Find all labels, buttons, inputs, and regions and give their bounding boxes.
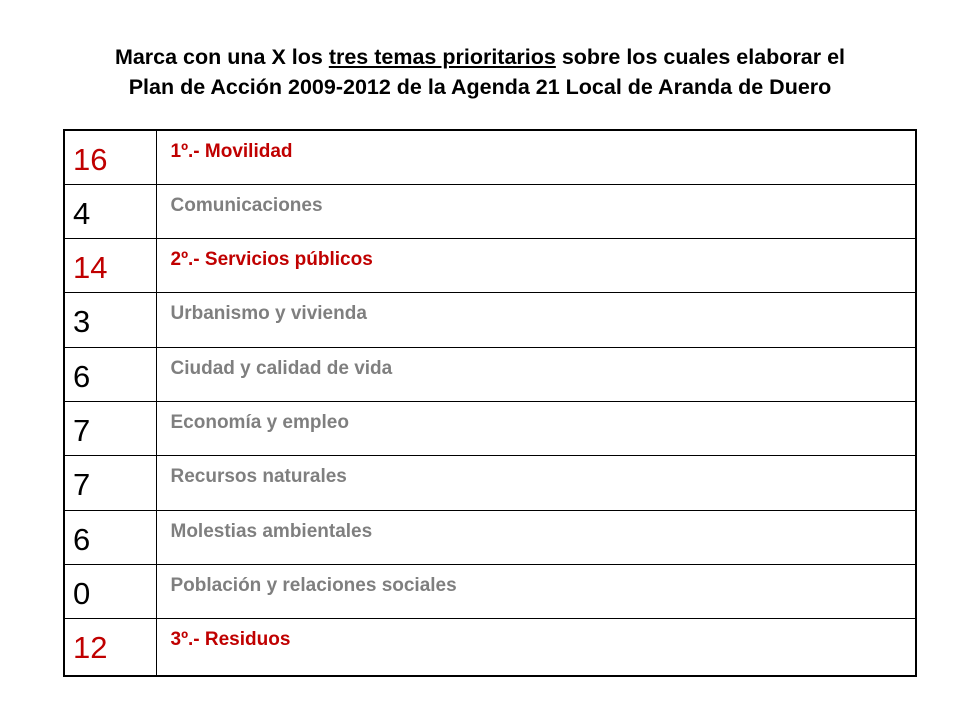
table-row (64, 510, 916, 564)
title-underlined: tres temas prioritarios (328, 45, 556, 69)
vote-count: 4 (64, 184, 156, 238)
vote-count: 7 (64, 401, 156, 455)
title-line-2: Plan de Acción 2009-2012 de la Agenda 21 Local de Aranda de Duero (128, 75, 832, 99)
table-row (64, 347, 916, 401)
vote-count: 14 (64, 239, 156, 293)
vote-count: 6 (64, 347, 156, 401)
topic-label: Comunicaciones (156, 184, 916, 238)
table-row (64, 130, 916, 184)
topic-label: Población y relaciones sociales (156, 564, 916, 618)
topic-label: Molestias ambientales (156, 510, 916, 564)
topics-table (63, 129, 917, 677)
table-row (64, 239, 916, 293)
topic-label: 1º.- Movilidad (156, 130, 916, 184)
topic-label: 2º.- Servicios públicos (156, 239, 916, 293)
table-row (64, 401, 916, 455)
topic-label: Urbanismo y vivienda (156, 293, 916, 347)
vote-count: 7 (64, 456, 156, 510)
topic-label: 3º.- Residuos (156, 619, 916, 676)
topic-label: Ciudad y calidad de vida (156, 347, 916, 401)
vote-count: 16 (64, 130, 156, 184)
page-title (0, 42, 960, 102)
vote-count: 0 (64, 564, 156, 618)
table-row (64, 293, 916, 347)
title-suffix: sobre los cuales elaborar el (555, 45, 846, 69)
vote-count: 3 (64, 293, 156, 347)
vote-count: 6 (64, 510, 156, 564)
table-row (64, 184, 916, 238)
table-row (64, 619, 916, 676)
topic-label: Economía y empleo (156, 401, 916, 455)
table-row (64, 456, 916, 510)
table-row (64, 564, 916, 618)
title-prefix: Marca con una X los (114, 45, 329, 69)
vote-count: 12 (64, 619, 156, 676)
topic-label: Recursos naturales (156, 456, 916, 510)
